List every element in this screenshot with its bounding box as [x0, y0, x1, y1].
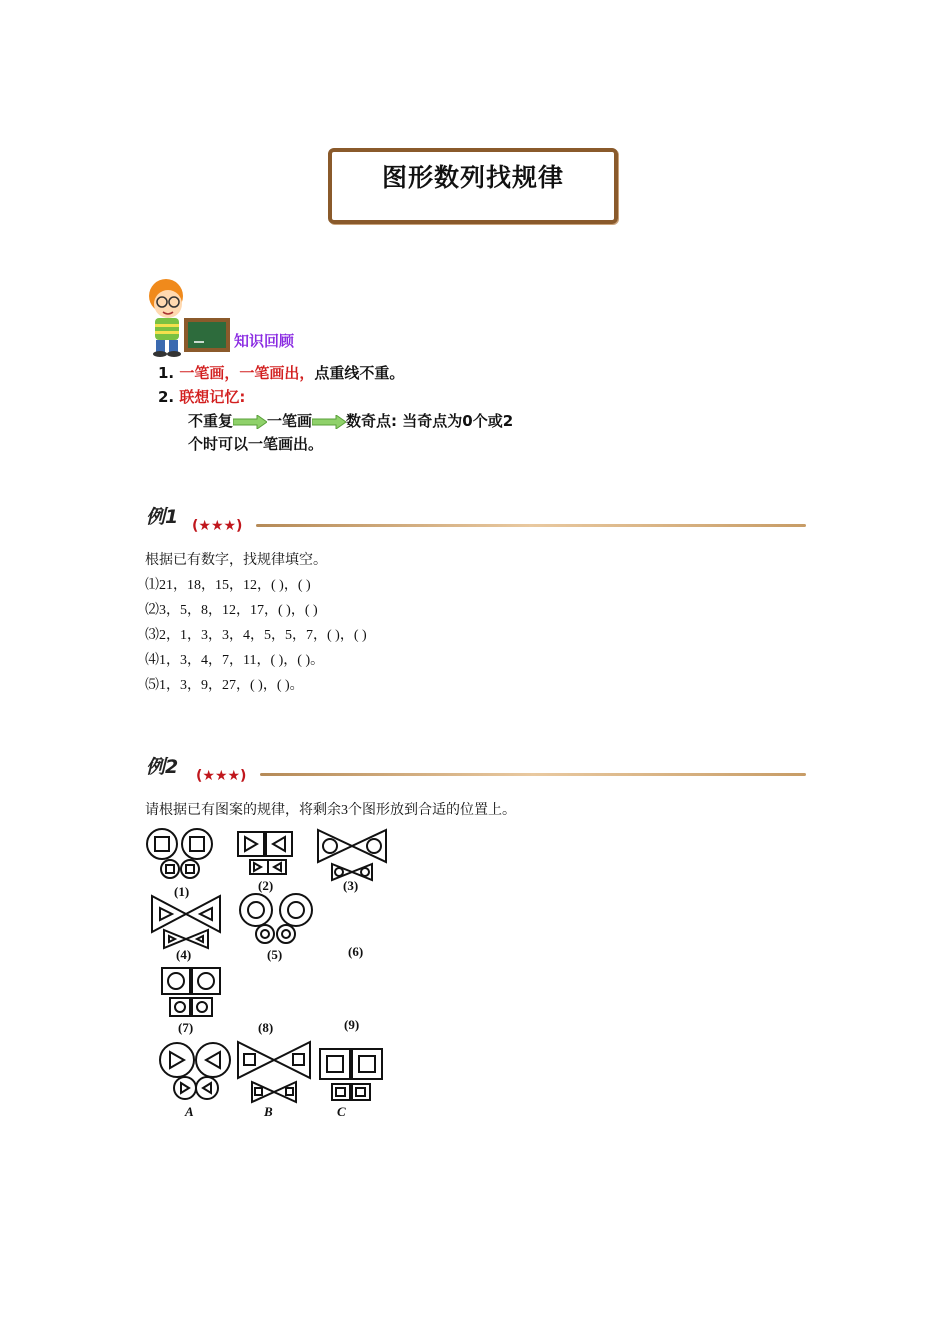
figure-7: [162, 968, 220, 1016]
option-b-figure: [238, 1042, 310, 1102]
item-highlight: 联想记忆:: [179, 388, 246, 406]
option-label-a: A: [185, 1104, 194, 1119]
example-1-body: [145, 548, 367, 698]
knowledge-item-2: [158, 386, 245, 407]
figure-label-5: (5): [267, 947, 283, 962]
figure-label-3: (3): [343, 878, 359, 893]
figure-5: [240, 894, 312, 943]
figure-label-8: (8): [258, 1020, 274, 1035]
example-2-header: [146, 752, 806, 786]
figure-label-4: (4): [176, 947, 192, 962]
figure-label-2: (2): [258, 878, 274, 893]
example-1-header: [146, 502, 806, 536]
figure-label-9: (9): [344, 1017, 360, 1032]
sequence-line: ⑸1，3，9，27，( )，( )。: [145, 678, 304, 693]
figure-label-6: (6): [348, 944, 364, 959]
example-2-intro: 请根据已有图案的规律，将剩余3个图形放到合适的位置上。: [145, 803, 516, 818]
figure-3: [318, 830, 386, 880]
example-label: 例1: [146, 506, 179, 528]
knowledge-line-3: [188, 410, 513, 431]
section-divider: [256, 524, 806, 527]
option-label-b: B: [264, 1104, 273, 1119]
figure-2: [238, 832, 292, 874]
knowledge-review-heading: 知识回顾: [234, 332, 295, 350]
item-number: 2.: [158, 388, 175, 406]
option-a-figure: [160, 1043, 230, 1099]
difficulty-stars: (★★★): [192, 518, 243, 534]
example-1-intro: 根据已有数字，找规律填空。: [145, 553, 327, 568]
option-label-c: C: [337, 1104, 346, 1119]
knowledge-item-1: [158, 362, 404, 383]
arrow-right-icon: [312, 415, 346, 429]
page-title: 图形数列找规律: [381, 163, 564, 192]
item-text: 数奇点: 当奇点为0个或2: [346, 412, 514, 430]
figure-label-1: (1): [174, 884, 190, 899]
difficulty-stars: (★★★): [196, 768, 247, 784]
item-highlight: 一笔画，一笔画出，: [179, 364, 315, 382]
item-text: 不重复: [188, 412, 234, 430]
arrow-right-icon: [233, 415, 267, 429]
sequence-line: ⑷1，3，4，7，11，( )，( )。: [145, 653, 325, 668]
item-number: 1.: [158, 364, 175, 382]
example-label: 例2: [146, 756, 179, 778]
item-text: 点重线不重。: [314, 364, 405, 382]
option-c-figure: [320, 1049, 382, 1100]
teacher-mascot-illustration: [142, 276, 238, 358]
section-divider: [260, 773, 806, 776]
sequence-line: ⑶2，1，3，3，4，5，5，7，( )，( ): [145, 628, 367, 643]
title-box: [328, 148, 618, 224]
figure-label-7: (7): [178, 1020, 194, 1035]
figure-4: [152, 896, 220, 948]
knowledge-line-4: 个时可以一笔画出。: [188, 435, 324, 453]
sequence-line: ⑴21，18，15，12，( )，( ): [145, 578, 311, 593]
item-text: 一笔画: [267, 412, 313, 430]
figure-1: [147, 829, 212, 878]
pattern-figures: [140, 824, 400, 1124]
sequence-line: ⑵3，5，8，12，17，( )，( ): [145, 603, 318, 618]
